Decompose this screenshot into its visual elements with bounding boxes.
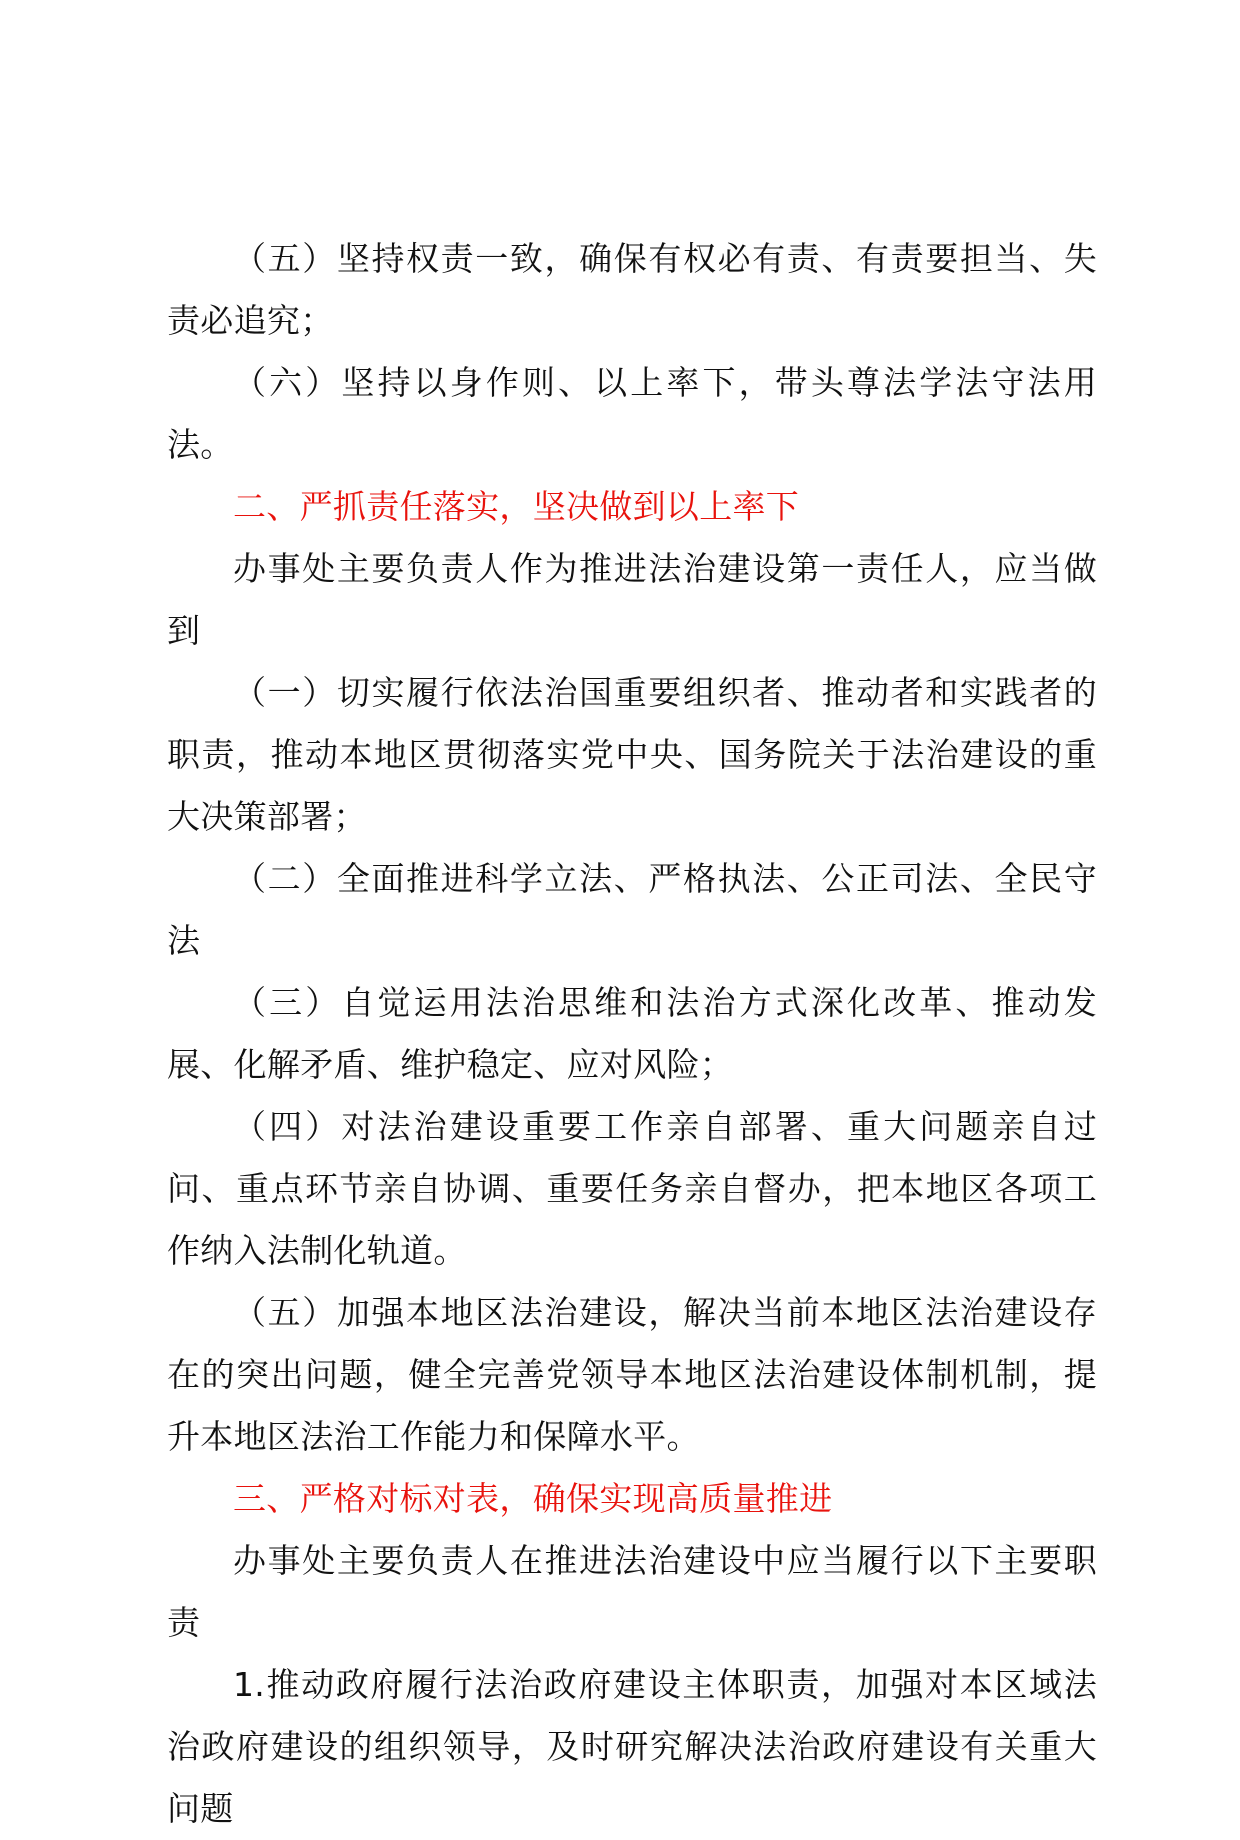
paragraph-duty-4: （四）对法治建设重要工作亲自部署、重大问题亲自过问、重点环节亲自协调、重要任务亲自督办，把本地区各项工作纳入法制化轨道。 — [167, 1107, 1097, 1270]
paragraph-duty-3: （三）自觉运用法治思维和法治方式深化改革、推动发展、化解矛盾、维护稳定、应对风险； — [167, 983, 1097, 1084]
paragraph-duty-1: （一）切实履行依法治国重要组织者、推动者和实践者的职责，推动本地区贯彻落实党中央、国务院关于法治建设的重大决策部署； — [167, 673, 1097, 836]
paragraph-item-1: 1.推动政府履行法治政府建设主体职责，加强对本区域法治政府建设的组织领导，及时研究解决法治政府建设有关重大问题 — [167, 1665, 1097, 1828]
paragraph-principle-5: （五）坚持权责一致，确保有权必有责、有责要担当、失责必追究； — [167, 239, 1097, 340]
paragraph-duty-2: （二）全面推进科学立法、严格执法、公正司法、全民守法 — [167, 859, 1097, 960]
paragraph-principle-6: （六）坚持以身作则、以上率下，带头尊法学法守法用法。 — [167, 363, 1097, 464]
paragraph-section-2-intro: 办事处主要负责人作为推进法治建设第一责任人，应当做到 — [167, 549, 1097, 650]
section-heading-3: 三、严格对标对表，确保实现高质量推进 — [233, 1479, 833, 1518]
paragraph-duty-5: （五）加强本地区法治建设，解决当前本地区法治建设存在的突出问题，健全完善党领导本地区法治建设体制机制，提升本地区法治工作能力和保障水平。 — [167, 1293, 1097, 1456]
section-heading-2: 二、严抓责任落实，坚决做到以上率下 — [233, 487, 800, 526]
paragraph-section-3-intro: 办事处主要负责人在推进法治建设中应当履行以下主要职责 — [167, 1541, 1097, 1642]
document-body — [167, 228, 1097, 1840]
